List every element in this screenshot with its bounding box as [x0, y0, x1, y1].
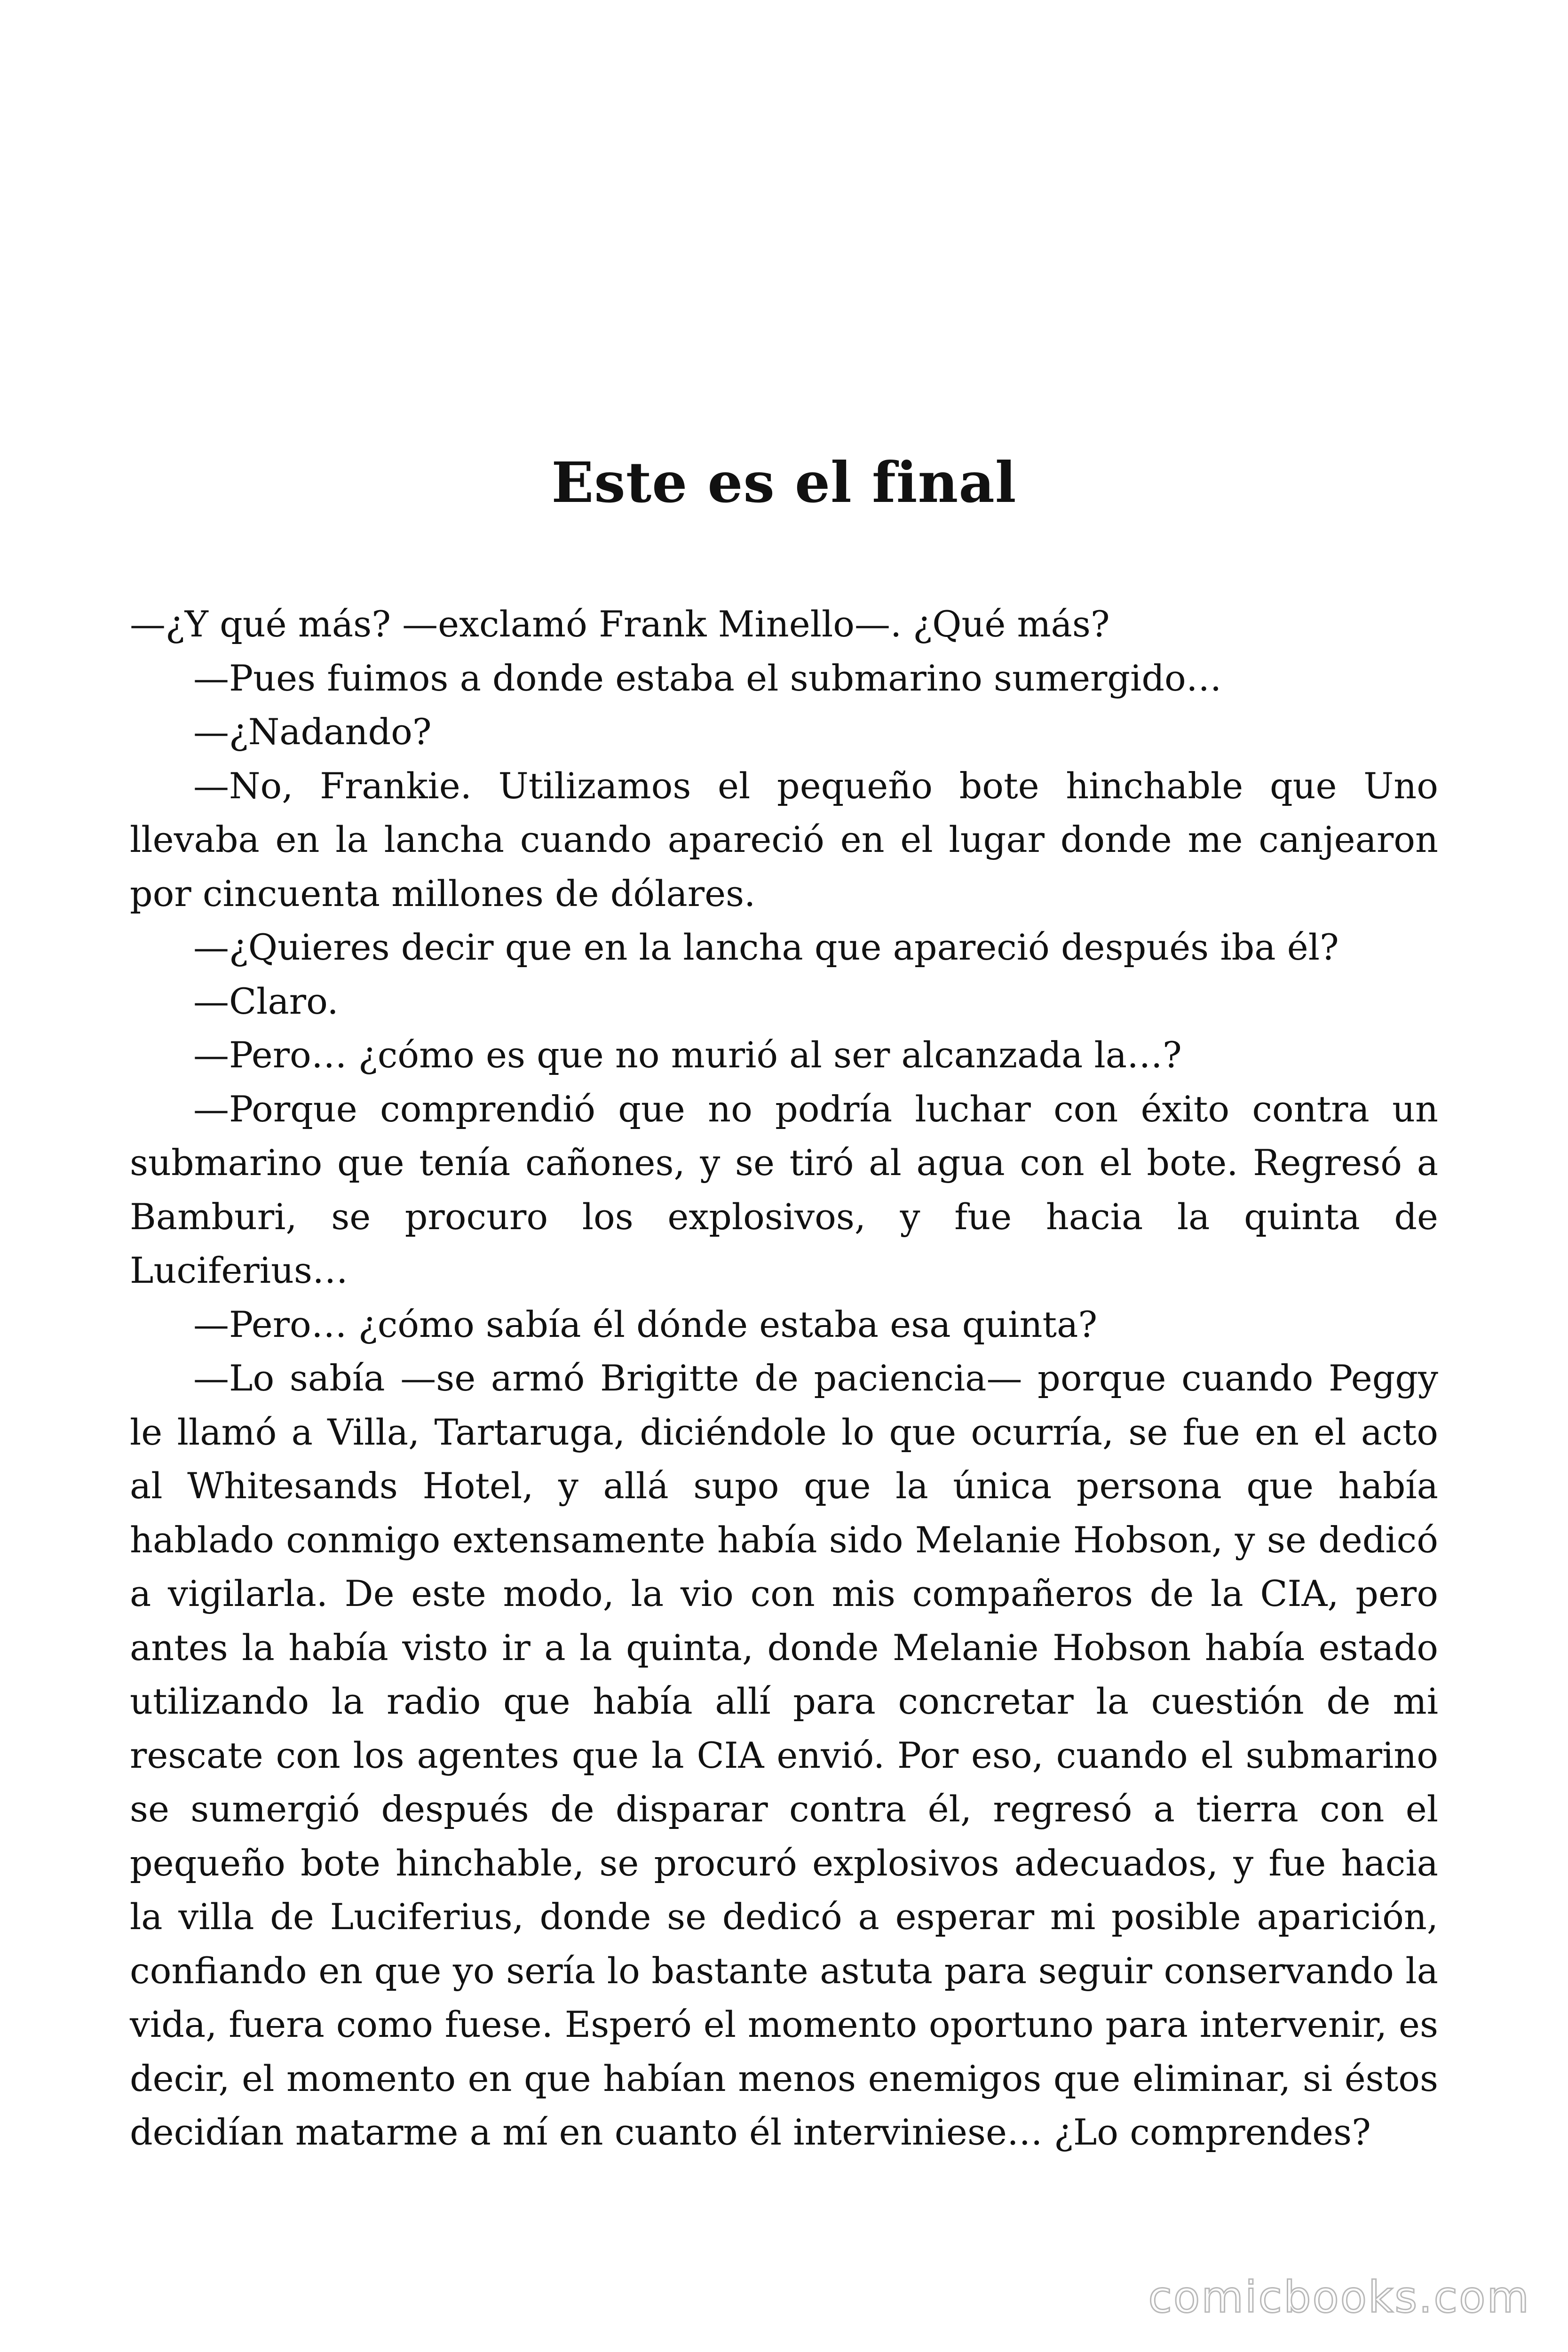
paragraph: —Lo sabía —se armó Brigitte de paciencia— porque cuando Peggy le llamó a Villa, Tartaruga, diciéndole lo que ocurría, se fue en el acto al Whitesands Hotel, y allá supo que la única persona que había hablado conmigo extensamente había sido Melanie Hobson, y se dedicó a vigilarla. De este modo, la vio con mis compañeros de la CIA, pero antes la había visto ir a la quinta, donde Melanie Hobson había estado utilizando la radio que había allí para concretar la cuestión de mi rescate con los agentes que la CIA envió. Por eso, cuando el submarino se sumergió después de disparar contra él, regresó a tierra con el pequeño bote hinchable, se procuró explosivos adecuados, y fue hacia la villa de Luciferius, donde se dedicó a esperar mi posible aparición, confiando en que yo sería lo bastante astuta para seguir conservando la vida, fuera como fuese. Esperó el momento oportuno para intervenir, es decir, el momento en que habían menos enemigos que eliminar, si éstos decidían matarme a mí en cuanto él interviniese… ¿Lo comprendes?	[130, 1357, 1438, 2153]
paragraph: —No, Frankie. Utilizamos el pequeño bote hinchable que Uno llevaba en la lancha cuando apareció en el lugar donde me canjearon por cincuenta millones de dólares.	[130, 764, 1438, 914]
paragraph: —¿Quieres decir que en la lancha que apareció después iba él?	[193, 926, 1339, 968]
chapter-text	[130, 597, 1438, 2160]
paragraph: —Claro.	[193, 980, 339, 1022]
watermark: comicbooks.com	[1148, 2272, 1530, 2322]
paragraph: —Pues fuimos a donde estaba el submarino sumergido…	[193, 657, 1222, 699]
paragraph: —¿Y qué más? —exclamó Frank Minello—. ¿Qué más?	[130, 603, 1110, 645]
paragraph: —Pero… ¿cómo es que no murió al ser alcanzada la…?	[193, 1034, 1182, 1076]
paragraph: —¿Nadando?	[193, 711, 432, 753]
chapter-title: Este es el final	[551, 450, 1017, 515]
paragraph: —Porque comprendió que no podría luchar con éxito contra un submarino que tenía cañones, y se tiró al agua con el bote. Regresó a Bamburi, se procuro los explosivos, y fue hacia la quinta de Luciferius…	[130, 1088, 1438, 1291]
paragraph: —Pero… ¿cómo sabía él dónde estaba esa quinta?	[193, 1303, 1098, 1345]
